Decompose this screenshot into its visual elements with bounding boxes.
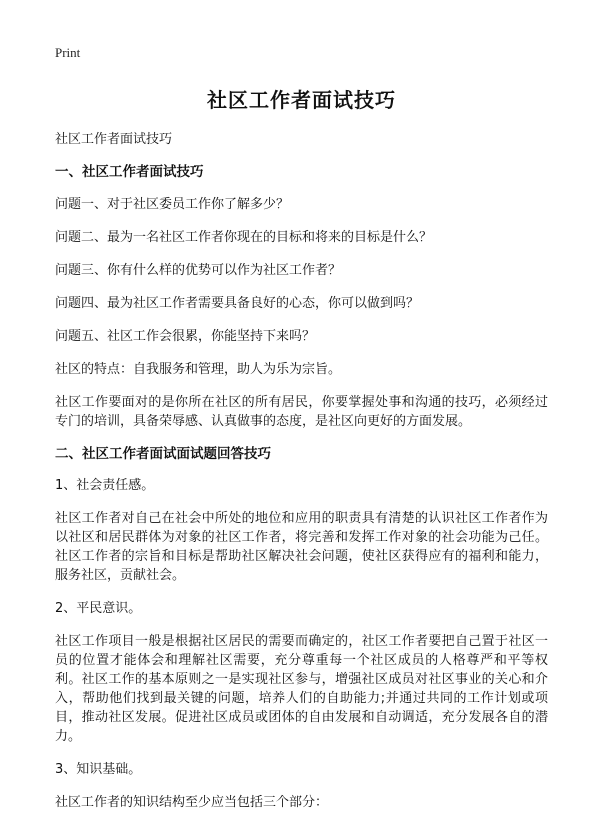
question-3: 问题三、你有什么样的优势可以作为社区工作者？ xyxy=(55,263,342,278)
item-2-title: 2、平民意识。 xyxy=(55,601,142,616)
document-title: 社区工作者面试技巧 xyxy=(207,88,396,112)
question-1: 问题一、对于社区委员工作你了解多少？ xyxy=(55,197,290,212)
community-work-paragraph: 社区工作要面对的是你所在社区的所有居民，你要掌握处事和沟通的技巧，必须经过专门的培训，具备荣辱感、认真做事的态度，是社区向更好的方面发展。 xyxy=(55,395,548,429)
section-heading-1: 一、社区工作者面试技巧 xyxy=(55,164,204,180)
item-3-text: 社区工作者的知识结构至少应当包括三个部分： xyxy=(55,795,329,810)
item-1-text: 社区工作者对自己在社会中所处的地位和应用的职责具有清楚的认识社区工作者作为以社区和居民群体为对象的社区工作者，将完善和发挥工作对象的社会功能为己任。社区工作者的宗旨和目标是帮助社区解决社会问题，使社区获得应有的福利和能力，服务社区，贡献社会。 xyxy=(55,511,548,583)
section-heading-2: 二、社区工作者面试面试题回答技巧 xyxy=(55,446,271,462)
item-3-title: 3、知识基础。 xyxy=(55,762,142,777)
question-2: 问题二、最为一名社区工作者你现在的目标和将来的目标是什么？ xyxy=(55,230,433,245)
document-subtitle: 社区工作者面试技巧 xyxy=(55,132,173,147)
question-4: 问题四、最为社区工作者需要具备良好的心态，你可以做到吗？ xyxy=(55,296,420,311)
question-5: 问题五、社区工作会很累，你能坚持下来吗？ xyxy=(55,329,316,344)
print-label[interactable]: Print xyxy=(55,45,81,60)
item-2-text: 社区工作项目一般是根据社区居民的需要而确定的，社区工作者要把自己置于社区一员的位置才能体会和理解社区需要，充分尊重每一个社区成员的人格尊严和平等权利。社区工作的基本原则之一是实现社区参与，增强社区成员对社区事业的关心和介入，帮助他们找到最关键的问题，培养人们的自助能力;并通过共同的工作计划或项目，推动社区发展。促进社区成员或团体的自由发展和自动调适，充分发展各自的潜力。 xyxy=(55,634,548,744)
community-features-paragraph: 社区的特点：自我服务和管理，助人为乐为宗旨。 xyxy=(55,362,342,377)
item-1-title: 1、社会责任感。 xyxy=(55,478,155,493)
